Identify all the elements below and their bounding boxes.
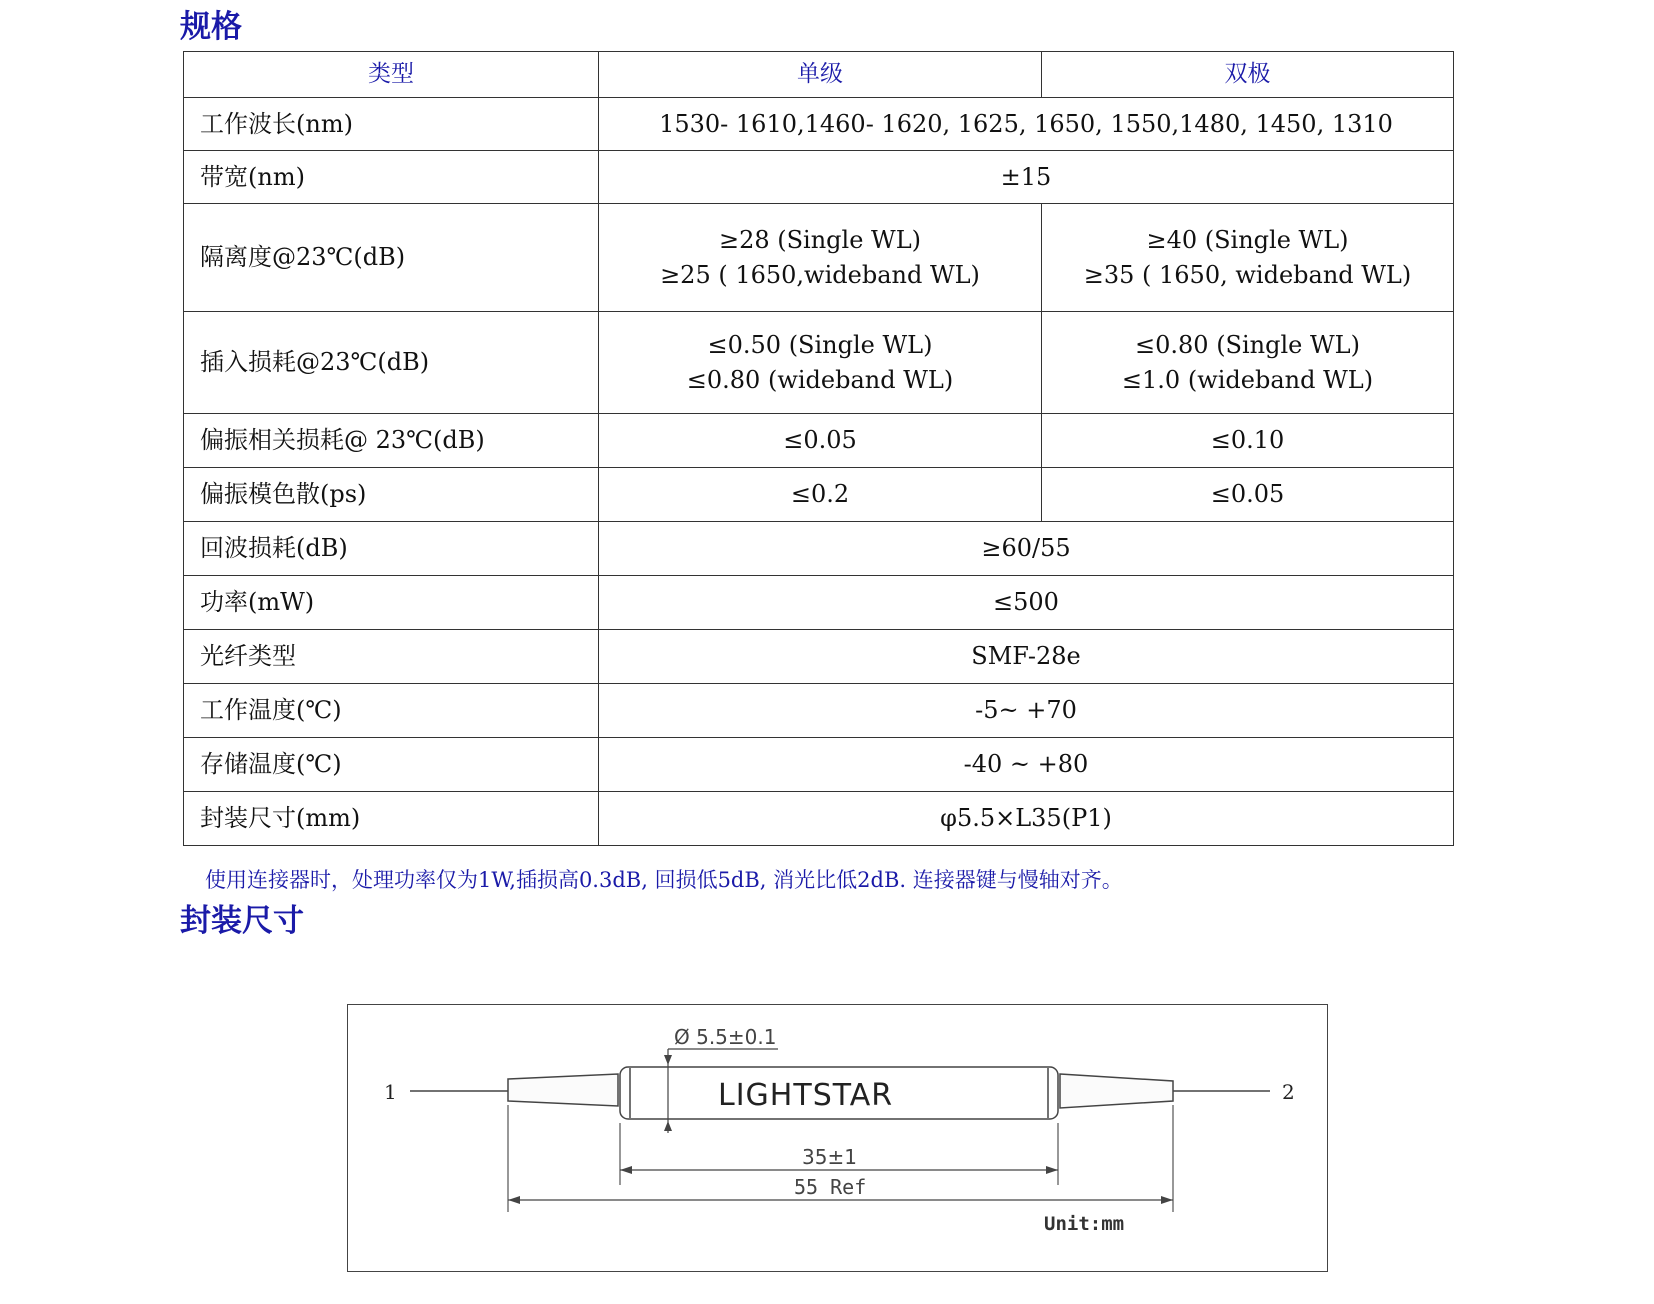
dual-stage-value-cell	[1042, 414, 1454, 468]
row-label: 工作波长(nm)	[184, 98, 599, 151]
diameter-arrow-top	[664, 1055, 672, 1065]
unit-label: Unit:mm	[1044, 1213, 1125, 1235]
row-label: 功率(mW)	[184, 576, 599, 630]
table-row-return-loss	[184, 522, 1454, 576]
connector-note: 使用连接器时，处理功率仅为1W,插损高0.3dB, 回损低5dB, 消光比低2dB. 连接器键与慢轴对齐。	[205, 868, 1123, 892]
section-title-spec: 规格	[180, 9, 242, 45]
left-boot	[508, 1074, 618, 1106]
row-label: 偏振模色散(ps)	[184, 468, 599, 522]
cell-line: ≥25 ( 1650,wideband WL)	[660, 260, 980, 289]
dimension-drawing-svg	[348, 1005, 1327, 1271]
merged-value-cell	[599, 522, 1454, 576]
port-label-left: 1	[384, 1080, 397, 1104]
table-row-fiber-type	[184, 630, 1454, 684]
merged-value-cell	[599, 684, 1454, 738]
single-stage-value-cell	[599, 204, 1042, 312]
cell-line: ≤0.50 (Single WL)	[707, 330, 933, 359]
merged-value-cell	[599, 792, 1454, 846]
header-single-stage: 单级	[599, 52, 1042, 98]
cell-line: ±15	[1000, 162, 1052, 191]
header-type: 类型	[184, 52, 599, 98]
table-row-insertion-loss	[184, 312, 1454, 414]
total-length-label: 55 Ref	[794, 1175, 867, 1199]
single-stage-value-cell	[599, 312, 1042, 414]
section-title-dimensions: 封装尺寸	[180, 903, 304, 939]
cell-line: ≤0.2	[790, 480, 850, 509]
dual-stage-value-cell	[1042, 468, 1454, 522]
table-row-pmd	[184, 468, 1454, 522]
row-label: 隔离度@23℃(dB)	[184, 204, 599, 312]
table-header-row	[184, 52, 1454, 98]
cell-line: ≥40 (Single WL)	[1146, 225, 1349, 254]
cell-line: φ5.5×L35(P1)	[940, 804, 1112, 833]
diameter-label: Ø 5.5±0.1	[674, 1025, 777, 1049]
merged-value-cell	[599, 738, 1454, 792]
cell-line: SMF-28e	[971, 642, 1081, 671]
table-row-storage-temp	[184, 738, 1454, 792]
merged-value-cell	[599, 98, 1454, 151]
total-arrow-right	[1161, 1196, 1173, 1204]
table-row-bandwidth	[184, 151, 1454, 204]
cell-line: ≤0.80 (wideband WL)	[686, 365, 954, 394]
brand-label: LIGHTSTAR	[718, 1078, 894, 1113]
table-row-operating-temp	[184, 684, 1454, 738]
cell-line: -40 ~ +80	[963, 750, 1089, 779]
diameter-arrow-bottom	[664, 1121, 672, 1131]
spec-table	[183, 51, 1454, 846]
body-arrow-left	[620, 1166, 632, 1174]
row-label: 带宽(nm)	[184, 151, 599, 204]
single-stage-value-cell	[599, 414, 1042, 468]
right-boot	[1060, 1074, 1173, 1108]
cell-line: ≥60/55	[981, 534, 1071, 563]
table-row-pdl	[184, 414, 1454, 468]
merged-value-cell	[599, 630, 1454, 684]
package-dimension-drawing	[347, 1004, 1328, 1272]
table-row-package-size	[184, 792, 1454, 846]
cell-line: ≤500	[993, 588, 1059, 617]
merged-value-cell	[599, 151, 1454, 204]
table-row-power	[184, 576, 1454, 630]
cell-line: 1530- 1610,1460- 1620, 1625, 1650, 1550,1480, 1450, 1310	[659, 109, 1393, 138]
cell-line: ≤0.10	[1210, 426, 1285, 455]
total-arrow-left	[508, 1196, 520, 1204]
header-dual-stage: 双极	[1042, 52, 1454, 98]
port-label-right: 2	[1282, 1080, 1295, 1104]
cell-line: ≤0.80 (Single WL)	[1135, 330, 1360, 359]
dual-stage-value-cell	[1042, 312, 1454, 414]
row-label: 光纤类型	[184, 630, 599, 684]
single-stage-value-cell	[599, 468, 1042, 522]
body-arrow-right	[1046, 1166, 1058, 1174]
row-label: 工作温度(℃)	[184, 684, 599, 738]
cell-line: -5~ +70	[975, 696, 1077, 725]
cell-line: ≤0.05	[783, 426, 857, 455]
table-row-isolation	[184, 204, 1454, 312]
row-label: 存储温度(℃)	[184, 738, 599, 792]
table-row-wavelength	[184, 98, 1454, 151]
cell-line: ≤0.05	[1210, 480, 1285, 509]
cell-line: ≤1.0 (wideband WL)	[1121, 365, 1374, 394]
dual-stage-value-cell	[1042, 204, 1454, 312]
body-length-label: 35±1	[802, 1145, 857, 1169]
row-label: 偏振相关损耗@ 23℃(dB)	[184, 414, 599, 468]
row-label: 封装尺寸(mm)	[184, 792, 599, 846]
cell-line: ≥35 ( 1650, wideband WL)	[1083, 260, 1412, 289]
merged-value-cell	[599, 576, 1454, 630]
row-label: 回波损耗(dB)	[184, 522, 599, 576]
cell-line: ≥28 (Single WL)	[718, 225, 922, 254]
row-label: 插入损耗@23℃(dB)	[184, 312, 599, 414]
